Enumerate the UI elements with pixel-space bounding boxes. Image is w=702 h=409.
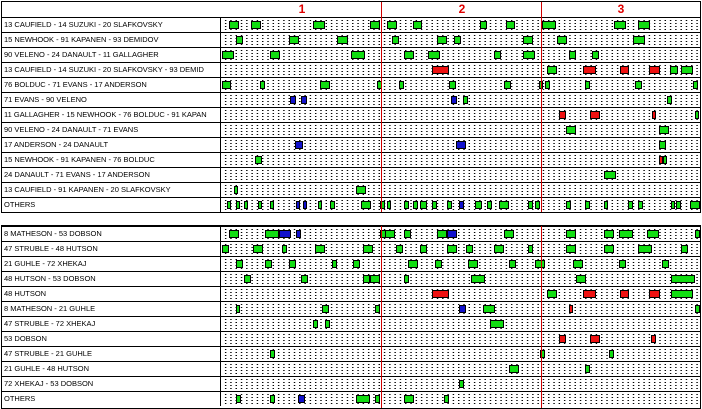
even-strength-shift-bar bbox=[628, 201, 633, 209]
even-strength-shift-bar bbox=[468, 260, 478, 268]
even-strength-shift-bar bbox=[480, 21, 487, 29]
even-strength-shift-bar bbox=[585, 365, 590, 373]
period-label-1: 1 bbox=[298, 2, 306, 16]
even-strength-shift-bar bbox=[604, 245, 614, 253]
even-strength-shift-bar bbox=[234, 186, 238, 194]
even-strength-shift-bar bbox=[475, 201, 482, 209]
even-strength-shift-bar bbox=[437, 230, 447, 238]
even-strength-shift-bar bbox=[270, 201, 274, 209]
even-strength-shift-bar bbox=[542, 21, 556, 29]
even-strength-shift-bar bbox=[356, 186, 366, 194]
even-strength-shift-bar bbox=[662, 260, 669, 268]
even-strength-shift-bar bbox=[413, 21, 422, 29]
even-strength-shift-bar bbox=[447, 201, 452, 209]
even-strength-shift-bar bbox=[404, 51, 414, 59]
even-strength-shift-bar bbox=[647, 230, 659, 238]
even-strength-shift-bar bbox=[659, 141, 666, 149]
even-strength-shift-bar bbox=[535, 201, 540, 209]
even-strength-shift-bar bbox=[222, 245, 229, 253]
shift-timeline bbox=[222, 198, 700, 212]
even-strength-shift-bar bbox=[253, 245, 263, 253]
penalty-kill-shift-bar bbox=[279, 230, 291, 238]
even-strength-shift-bar bbox=[260, 81, 265, 89]
shift-timeline bbox=[222, 347, 700, 361]
even-strength-shift-bar bbox=[528, 201, 533, 209]
line-label: 11 GALLAGHER - 15 NEWHOOK - 76 BOLDUC - 91 KAPAN bbox=[2, 108, 221, 122]
even-strength-shift-bar bbox=[270, 395, 275, 403]
powerplay-shift-bar bbox=[432, 290, 449, 298]
even-strength-shift-bar bbox=[566, 230, 576, 238]
even-strength-shift-bar bbox=[566, 126, 576, 134]
even-strength-shift-bar bbox=[619, 260, 626, 268]
even-strength-shift-bar bbox=[244, 201, 248, 209]
line-label: 47 STRUBLE - 72 XHEKAJ bbox=[2, 317, 221, 331]
penalty-kill-shift-bar bbox=[296, 230, 301, 238]
shift-timeline bbox=[222, 392, 700, 406]
even-strength-shift-bar bbox=[569, 51, 576, 59]
even-strength-shift-bar bbox=[566, 201, 571, 209]
powerplay-shift-bar bbox=[569, 305, 573, 313]
line-label: OTHERS bbox=[2, 198, 221, 212]
shift-timeline bbox=[222, 227, 700, 241]
penalty-kill-shift-bar bbox=[459, 201, 464, 209]
even-strength-shift-bar bbox=[499, 201, 509, 209]
penalty-kill-shift-bar bbox=[456, 141, 466, 149]
even-strength-shift-bar bbox=[545, 81, 550, 89]
even-strength-shift-bar bbox=[667, 96, 672, 104]
even-strength-shift-bar bbox=[463, 96, 468, 104]
powerplay-shift-bar bbox=[583, 66, 596, 74]
shift-timeline bbox=[222, 78, 700, 92]
line-label: 13 CAUFIELD - 14 SUZUKI - 20 SLAFKOVSKY - 93 DEMID bbox=[2, 63, 221, 77]
shift-timeline bbox=[222, 108, 700, 122]
even-strength-shift-bar bbox=[509, 260, 516, 268]
even-strength-shift-bar bbox=[370, 21, 380, 29]
even-strength-shift-bar bbox=[356, 395, 370, 403]
line-label: 47 STRUBLE - 48 HUTSON bbox=[2, 242, 221, 256]
even-strength-shift-bar bbox=[353, 260, 360, 268]
powerplay-shift-bar bbox=[590, 335, 600, 343]
period-label-3: 3 bbox=[617, 2, 625, 16]
even-strength-shift-bar bbox=[509, 365, 519, 373]
even-strength-shift-bar bbox=[330, 201, 335, 209]
even-strength-shift-bar bbox=[663, 156, 667, 164]
line-row bbox=[2, 391, 700, 406]
line-label: 13 CAUFIELD - 91 KAPANEN - 20 SLAFKOVSKY bbox=[2, 183, 221, 197]
penalty-kill-shift-bar bbox=[447, 230, 457, 238]
even-strength-shift-bar bbox=[635, 81, 642, 89]
shift-timeline bbox=[222, 33, 700, 47]
even-strength-shift-bar bbox=[270, 350, 275, 358]
shift-timeline bbox=[222, 183, 700, 197]
even-strength-shift-bar bbox=[399, 81, 404, 89]
even-strength-shift-bar bbox=[693, 81, 698, 89]
even-strength-shift-bar bbox=[265, 260, 272, 268]
line-row bbox=[2, 47, 700, 62]
even-strength-shift-bar bbox=[318, 201, 322, 209]
line-label: 90 VELENO - 24 DANAULT - 11 GALLAGHER bbox=[2, 48, 221, 62]
even-strength-shift-bar bbox=[449, 81, 456, 89]
even-strength-shift-bar bbox=[322, 305, 329, 313]
line-label: 8 MATHESON - 53 DOBSON bbox=[2, 227, 221, 241]
even-strength-shift-bar bbox=[454, 36, 461, 44]
even-strength-shift-bar bbox=[236, 201, 240, 209]
even-strength-shift-bar bbox=[528, 245, 533, 253]
line-label: 72 XHEKAJ - 53 DOBSON bbox=[2, 377, 221, 391]
line-row bbox=[2, 301, 700, 316]
even-strength-shift-bar bbox=[437, 36, 447, 44]
penalty-kill-shift-bar bbox=[301, 96, 307, 104]
shift-timeline bbox=[222, 272, 700, 286]
line-row bbox=[2, 122, 700, 137]
even-strength-shift-bar bbox=[363, 245, 373, 253]
powerplay-shift-bar bbox=[559, 335, 566, 343]
even-strength-shift-bar bbox=[392, 36, 399, 44]
even-strength-shift-bar bbox=[387, 21, 397, 29]
even-strength-shift-bar bbox=[229, 21, 239, 29]
even-strength-shift-bar bbox=[320, 81, 330, 89]
line-row bbox=[2, 182, 700, 197]
even-strength-shift-bar bbox=[444, 395, 449, 403]
even-strength-shift-bar bbox=[432, 201, 437, 209]
line-row bbox=[2, 346, 700, 361]
even-strength-shift-bar bbox=[573, 260, 583, 268]
line-label: 24 DANAULT - 71 EVANS - 17 ANDERSON bbox=[2, 168, 221, 182]
period-divider-2-3 bbox=[541, 2, 542, 212]
even-strength-shift-bar bbox=[490, 320, 504, 328]
even-strength-shift-bar bbox=[313, 21, 325, 29]
line-row bbox=[2, 197, 700, 212]
even-strength-shift-bar bbox=[483, 305, 495, 313]
line-label: 15 NEWHOOK - 91 KAPANEN - 76 BOLDUC bbox=[2, 153, 221, 167]
penalty-kill-shift-bar bbox=[296, 201, 300, 209]
powerplay-shift-bar bbox=[652, 111, 656, 119]
penalty-kill-shift-bar bbox=[459, 305, 466, 313]
even-strength-shift-bar bbox=[604, 230, 614, 238]
penalty-kill-shift-bar bbox=[295, 141, 303, 149]
line-row bbox=[2, 167, 700, 182]
shift-timeline bbox=[222, 287, 700, 301]
line-label: 8 MATHESON - 21 GUHLE bbox=[2, 302, 221, 316]
shift-timeline bbox=[222, 63, 700, 77]
line-row bbox=[2, 226, 700, 241]
shift-timeline bbox=[222, 153, 700, 167]
even-strength-shift-bar bbox=[332, 260, 337, 268]
line-row bbox=[2, 152, 700, 167]
even-strength-shift-bar bbox=[315, 245, 325, 253]
line-label: 21 GUHLE - 72 XHEKAJ bbox=[2, 257, 221, 271]
powerplay-shift-bar bbox=[590, 111, 600, 119]
line-row bbox=[2, 361, 700, 376]
even-strength-shift-bar bbox=[361, 201, 371, 209]
even-strength-shift-bar bbox=[447, 245, 457, 253]
line-label: OTHERS bbox=[2, 392, 221, 406]
even-strength-shift-bar bbox=[387, 201, 391, 209]
line-label: 76 BOLDUC - 71 EVANS - 17 ANDERSON bbox=[2, 78, 221, 92]
line-label: 48 HUTSON - 53 DOBSON bbox=[2, 272, 221, 286]
powerplay-shift-bar bbox=[649, 290, 660, 298]
even-strength-shift-bar bbox=[681, 66, 693, 74]
shift-timeline bbox=[222, 18, 700, 32]
line-label: 13 CAUFIELD - 14 SUZUKI - 20 SLAFKOVSKY bbox=[2, 18, 221, 32]
penalty-kill-shift-bar bbox=[303, 201, 307, 209]
line-row bbox=[2, 286, 700, 301]
powerplay-shift-bar bbox=[649, 66, 660, 74]
line-row bbox=[2, 241, 700, 256]
powerplay-shift-bar bbox=[432, 66, 449, 74]
even-strength-shift-bar bbox=[471, 275, 485, 283]
even-strength-shift-bar bbox=[375, 395, 380, 403]
shift-timeline bbox=[222, 332, 700, 346]
line-label: 47 STRUBLE - 21 GUHLE bbox=[2, 347, 221, 361]
powerplay-shift-bar bbox=[620, 66, 629, 74]
line-label: 53 DOBSON bbox=[2, 332, 221, 346]
even-strength-shift-bar bbox=[695, 230, 700, 238]
shift-timeline bbox=[222, 123, 700, 137]
even-strength-shift-bar bbox=[227, 201, 231, 209]
even-strength-shift-bar bbox=[504, 230, 514, 238]
even-strength-shift-bar bbox=[404, 201, 409, 209]
shift-timeline bbox=[222, 48, 700, 62]
line-row bbox=[2, 376, 700, 391]
period-divider-2-3 bbox=[541, 226, 542, 408]
even-strength-shift-bar bbox=[270, 51, 280, 59]
powerplay-shift-bar bbox=[559, 111, 566, 119]
shift-timeline bbox=[222, 242, 700, 256]
even-strength-shift-bar bbox=[236, 260, 243, 268]
even-strength-shift-bar bbox=[547, 290, 557, 298]
shift-timeline bbox=[222, 138, 700, 152]
even-strength-shift-bar bbox=[236, 395, 241, 403]
even-strength-shift-bar bbox=[659, 126, 669, 134]
even-strength-shift-bar bbox=[404, 395, 414, 403]
even-strength-shift-bar bbox=[566, 245, 576, 253]
shift-timeline bbox=[222, 377, 700, 391]
even-strength-shift-bar bbox=[375, 305, 380, 313]
even-strength-shift-bar bbox=[289, 260, 296, 268]
even-strength-shift-bar bbox=[557, 36, 567, 44]
even-strength-shift-bar bbox=[396, 245, 403, 253]
even-strength-shift-bar bbox=[604, 201, 608, 209]
even-strength-shift-bar bbox=[282, 245, 287, 253]
even-strength-shift-bar bbox=[638, 21, 650, 29]
even-strength-shift-bar bbox=[494, 245, 504, 253]
even-strength-shift-bar bbox=[592, 51, 599, 59]
even-strength-shift-bar bbox=[523, 51, 535, 59]
even-strength-shift-bar bbox=[236, 36, 243, 44]
even-strength-shift-bar bbox=[459, 380, 464, 388]
even-strength-shift-bar bbox=[289, 36, 299, 44]
even-strength-shift-bar bbox=[547, 66, 557, 74]
even-strength-shift-bar bbox=[638, 201, 643, 209]
line-row bbox=[2, 77, 700, 92]
even-strength-shift-bar bbox=[535, 260, 545, 268]
even-strength-shift-bar bbox=[619, 230, 633, 238]
powerplay-shift-bar bbox=[583, 290, 596, 298]
even-strength-shift-bar bbox=[236, 305, 240, 313]
period-divider-1-2 bbox=[381, 226, 382, 408]
even-strength-shift-bar bbox=[690, 201, 700, 209]
even-strength-shift-bar bbox=[695, 111, 699, 119]
even-strength-shift-bar bbox=[671, 290, 693, 298]
even-strength-shift-bar bbox=[251, 21, 261, 29]
even-strength-shift-bar bbox=[337, 36, 348, 44]
even-strength-shift-bar bbox=[351, 51, 365, 59]
even-strength-shift-bar bbox=[363, 275, 370, 283]
line-row bbox=[2, 316, 700, 331]
even-strength-shift-bar bbox=[670, 66, 678, 74]
shift-timeline bbox=[222, 93, 700, 107]
even-strength-shift-bar bbox=[408, 260, 418, 268]
even-strength-shift-bar bbox=[506, 21, 515, 29]
even-strength-shift-bar bbox=[244, 275, 251, 283]
period-divider-1-2 bbox=[381, 2, 382, 212]
even-strength-shift-bar bbox=[576, 275, 586, 283]
even-strength-shift-bar bbox=[370, 275, 380, 283]
line-label: 21 GUHLE - 48 HUTSON bbox=[2, 362, 221, 376]
even-strength-shift-bar bbox=[676, 201, 681, 209]
even-strength-shift-bar bbox=[523, 36, 533, 44]
even-strength-shift-bar bbox=[420, 201, 427, 209]
line-row bbox=[2, 92, 700, 107]
line-label: 71 EVANS - 90 VELENO bbox=[2, 93, 221, 107]
powerplay-shift-bar bbox=[620, 290, 629, 298]
period-header bbox=[222, 2, 700, 17]
line-label: 17 ANDERSON - 24 DANAULT bbox=[2, 138, 221, 152]
line-row bbox=[2, 271, 700, 286]
even-strength-shift-bar bbox=[604, 171, 616, 179]
defense-pairs-panel bbox=[1, 225, 701, 409]
even-strength-shift-bar bbox=[633, 36, 645, 44]
forward-lines-panel bbox=[1, 1, 701, 213]
line-label: 48 HUTSON bbox=[2, 287, 221, 301]
even-strength-shift-bar bbox=[420, 245, 427, 253]
even-strength-shift-bar bbox=[313, 320, 318, 328]
line-row bbox=[2, 62, 700, 77]
even-strength-shift-bar bbox=[585, 201, 590, 209]
line-row bbox=[2, 17, 700, 32]
even-strength-shift-bar bbox=[466, 245, 473, 253]
even-strength-shift-bar bbox=[609, 350, 614, 358]
even-strength-shift-bar bbox=[404, 275, 409, 283]
even-strength-shift-bar bbox=[435, 260, 442, 268]
even-strength-shift-bar bbox=[385, 230, 395, 238]
shift-timeline bbox=[222, 168, 700, 182]
even-strength-shift-bar bbox=[671, 275, 695, 283]
shift-timeline bbox=[222, 317, 700, 331]
even-strength-shift-bar bbox=[222, 51, 234, 59]
shift-timeline bbox=[222, 302, 700, 316]
even-strength-shift-bar bbox=[681, 245, 688, 253]
line-row bbox=[2, 256, 700, 271]
even-strength-shift-bar bbox=[222, 81, 231, 89]
even-strength-shift-bar bbox=[413, 201, 418, 209]
penalty-kill-shift-bar bbox=[290, 96, 296, 104]
period-label-2: 2 bbox=[458, 2, 466, 16]
line-label: 15 NEWHOOK - 91 KAPANEN - 93 DEMIDOV bbox=[2, 33, 221, 47]
even-strength-shift-bar bbox=[229, 230, 239, 238]
even-strength-shift-bar bbox=[585, 81, 590, 89]
line-row bbox=[2, 107, 700, 122]
line-label: 90 VELENO - 24 DANAULT - 71 EVANS bbox=[2, 123, 221, 137]
even-strength-shift-bar bbox=[487, 201, 492, 209]
penalty-kill-shift-bar bbox=[298, 395, 305, 403]
even-strength-shift-bar bbox=[494, 51, 501, 59]
powerplay-shift-bar bbox=[651, 335, 656, 343]
shift-timeline bbox=[222, 257, 700, 271]
even-strength-shift-bar bbox=[325, 320, 330, 328]
line-row bbox=[2, 331, 700, 346]
even-strength-shift-bar bbox=[695, 305, 700, 313]
even-strength-shift-bar bbox=[265, 230, 279, 238]
even-strength-shift-bar bbox=[301, 275, 308, 283]
even-strength-shift-bar bbox=[255, 156, 262, 164]
even-strength-shift-bar bbox=[404, 230, 411, 238]
shift-timeline bbox=[222, 362, 700, 376]
even-strength-shift-bar bbox=[614, 21, 626, 29]
even-strength-shift-bar bbox=[638, 245, 652, 253]
penalty-kill-shift-bar bbox=[451, 96, 457, 104]
even-strength-shift-bar bbox=[258, 201, 262, 209]
even-strength-shift-bar bbox=[504, 81, 511, 89]
line-row bbox=[2, 137, 700, 152]
even-strength-shift-bar bbox=[428, 51, 440, 59]
line-row bbox=[2, 32, 700, 47]
even-strength-shift-bar bbox=[671, 201, 675, 209]
